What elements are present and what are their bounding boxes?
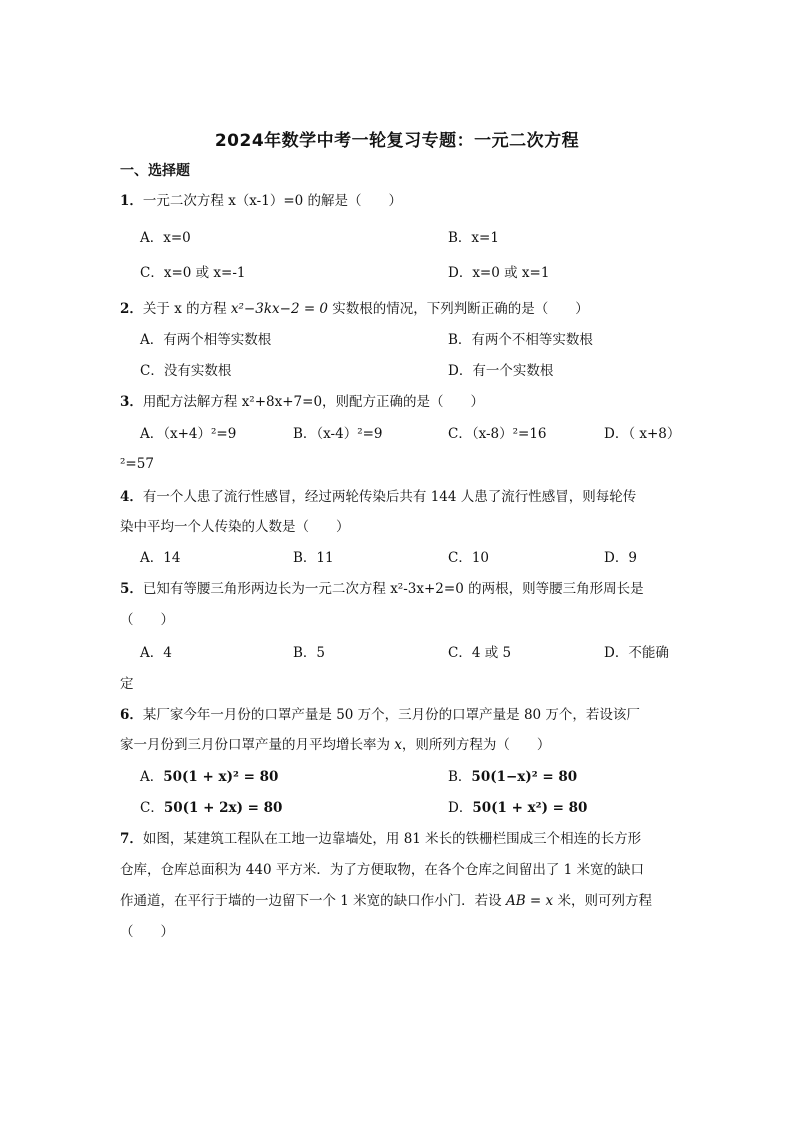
question-2-option-a: A．有两个相等实数根 [140,332,272,348]
question-3-option-c: C．（x-8）²=16 [448,426,547,442]
question-2-option-c: C．没有实数根 [140,363,232,379]
question-6-option-c: C．50(1 + 2x) = 80 [140,800,283,816]
question-2-option-b: B．有两个不相等实数根 [448,332,593,348]
question-6-option-d: D．50(1 + x²) = 80 [448,800,588,816]
question-3-option-d: D．（ x+8） [604,426,681,442]
question-4-stem: 4．有一个人患了流行性感冒，经过两轮传染后共有 144 人患了流行性感冒，则每轮传 [120,489,637,505]
question-5-option-a: A．4 [140,645,172,661]
question-7-stem-line-2: 仓库，仓库总面积为 440 平方米．为了方便取物，在各个仓库之间留出了 1 米宽的缺口 [120,862,645,878]
question-6-stem-line-2: 家一月份到三月份口罩产量的月平均增长率为 x，则所列方程为（ ） [120,737,551,753]
question-3-option-d-wrap: ²=57 [120,456,154,472]
question-4-option-b: B．11 [293,550,334,566]
question-1-stem: 1．一元二次方程 x（x-1）=0 的解是（ ） [120,193,403,209]
question-7-stem-line-4: （ ） [120,924,174,940]
question-5-stem: 5．已知有等腰三角形两边长为一元二次方程 x²-3x+2=0 的两根，则等腰三角形周长是 [120,581,644,597]
question-3-stem: 3．用配方法解方程 x²+8x+7=0，则配方正确的是（ ） [120,394,485,410]
question-6-option-a: A．50(1 + x)² = 80 [140,769,279,785]
question-2-stem: 2．关于 x 的方程 x²−3kx−2 = 0 实数根的情况，下列判断正确的是（ ） [120,301,589,317]
question-4-stem-line-2: 染中平均一个人传染的人数是（ ） [120,519,350,535]
question-1-option-a: A．x=0 [140,230,191,246]
question-6-option-b: B．50(1−x)² = 80 [448,769,578,785]
question-4-option-a: A．14 [140,550,181,566]
question-4-option-d: D．9 [604,550,637,566]
question-7-stem-line-3: 作通道，在平行于墙的一边留下一个 1 米宽的缺口作小门．若设 AB = x 米，则可列方程 [120,893,652,909]
question-5-option-c: C．4 或 5 [448,645,512,661]
question-5-option-d: D．不能确 [604,645,669,661]
question-2-option-d: D．有一个实数根 [448,363,554,379]
question-1-option-b: B．x=1 [448,230,499,246]
question-3-option-b: B．（x-4）²=9 [293,426,383,442]
question-5-option-b: B．5 [293,645,326,661]
section-heading: 一、选择题 [120,163,190,179]
question-5-stem-line-2: （ ） [120,612,174,628]
question-4-option-c: C．10 [448,550,490,566]
question-6-stem: 6．某厂家今年一月份的口罩产量是 50 万个，三月份的口罩产量是 80 万个，若设该厂 [120,707,640,723]
question-3-option-a: A．（x+4）²=9 [140,426,237,442]
page-title: 2024年数学中考一轮复习专题：一元二次方程 [214,131,580,151]
question-5-option-d-wrap: 定 [120,676,134,692]
question-1-option-d: D．x=0 或 x=1 [448,265,550,281]
question-7-stem: 7．如图，某建筑工程队在工地一边靠墙处，用 81 米长的铁栅栏围成三个相连的长方形 [120,831,642,847]
question-1-option-c: C．x=0 或 x=-1 [140,265,246,281]
